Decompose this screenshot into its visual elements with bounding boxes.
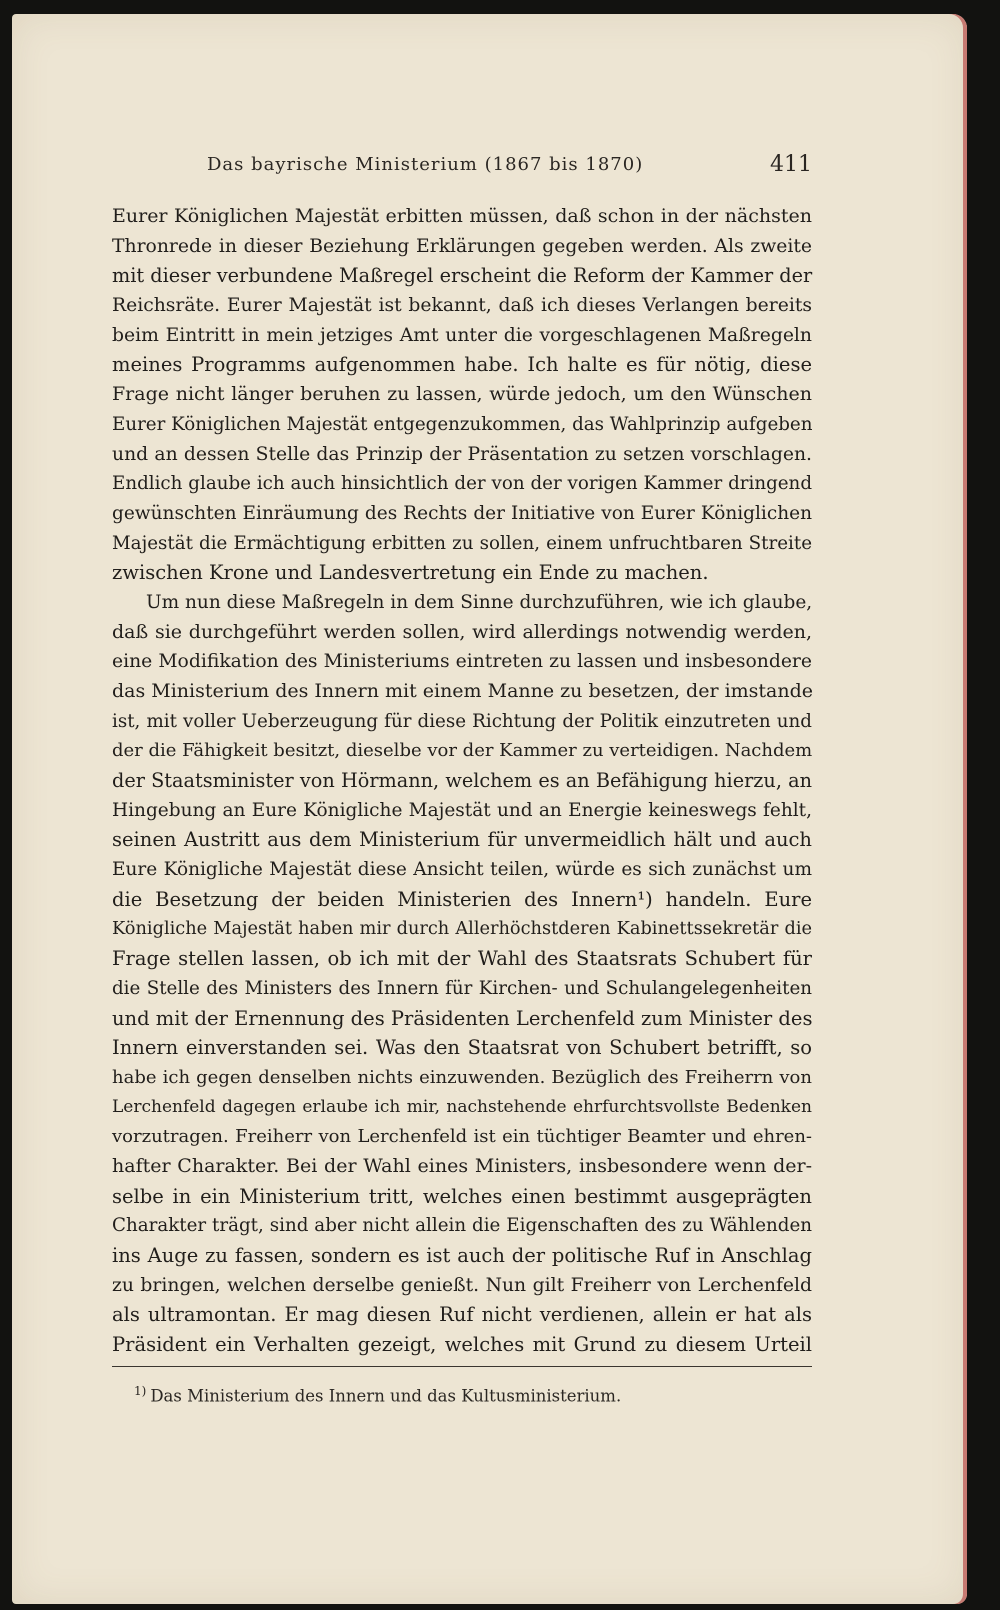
text-line: Präsident ein Verhalten gezeigt, welches mit Grund zu diesem Urteil bbox=[112, 1333, 812, 1357]
text-line: die Besetzung der beiden Ministerien des Innern¹) handeln. Eure bbox=[112, 887, 812, 911]
text-line: Um nun diese Maßregeln in dem Sinne durchzuführen, wie ich glaube, bbox=[146, 591, 813, 613]
text-line: und mit der Ernennung des Präsidenten Lerchenfeld zum Minister des bbox=[112, 1006, 813, 1030]
text-line: der Staatsminister von Hörmann, welchem es an Befähigung hierzu, an bbox=[112, 769, 812, 793]
text-line: Reichsräte. Eurer Majestät ist bekannt, daß ich dieses Verlangen bereits bbox=[112, 295, 812, 317]
text-line: Eurer Königlichen Majestät erbitten müssen, daß schon in der nächsten bbox=[112, 205, 812, 227]
text-line: und an dessen Stelle das Prinzip der Präsentation zu setzen vorschlagen. bbox=[112, 443, 812, 465]
text-line: hafter Charakter. Bei der Wahl eines Ministers, insbesondere wenn der- bbox=[112, 1155, 812, 1177]
text-line: als ultramontan. Er mag diesen Ruf nicht verdienen, allein er hat als bbox=[112, 1303, 812, 1327]
text-line: zu bringen, welchen derselbe genießt. Nun gilt Freiherr von Lerchenfeld bbox=[112, 1274, 812, 1296]
text-line: Innern einverstanden sei. Was den Staatsrat von Schubert betrifft, so bbox=[112, 1036, 812, 1060]
running-head: Das bayrische Ministerium (1867 bis 1870) bbox=[207, 154, 644, 175]
text-line: ins Auge zu fassen, sondern es ist auch der politische Ruf in Anschlag bbox=[112, 1244, 812, 1268]
footnote-text: Das Ministerium des Innern und das Kultusministerium. bbox=[150, 1386, 622, 1406]
text-line: Eurer Königlichen Majestät entgegenzukommen, das Wahlprinzip aufgeben bbox=[112, 413, 813, 435]
text-line: Eure Königliche Majestät diese Ansicht teilen, würde es sich zunächst um bbox=[112, 859, 812, 881]
body-text bbox=[112, 202, 812, 1360]
text-line: Lerchenfeld dagegen erlaube ich mir, nachstehende ehrfurchtsvollste Bedenken bbox=[112, 1096, 812, 1117]
book-page bbox=[12, 14, 967, 1604]
text-line: seinen Austritt aus dem Ministerium für unvermeidlich hält und auch bbox=[112, 828, 812, 852]
text-line: beim Eintritt in mein jetziges Amt unter die vorgeschlagenen Maßregeln bbox=[112, 324, 812, 346]
text-line: das Ministerium des Innern mit einem Manne zu besetzen, der imstande bbox=[112, 680, 814, 702]
text-line: eine Modifikation des Ministeriums eintreten zu lassen und insbesondere bbox=[112, 651, 812, 673]
text-line: zwischen Krone und Landesvertretung ein Ende zu machen. bbox=[112, 561, 709, 585]
text-line: habe ich gegen denselben nichts einzuwenden. Bezüglich des Freiherrn von bbox=[112, 1066, 812, 1088]
text-line: die Stelle des Ministers des Innern für Kirchen- und Schulangelegenheiten bbox=[112, 977, 812, 999]
text-line: daß sie durchgeführt werden sollen, wird allerdings notwendig werden, bbox=[112, 620, 812, 643]
text-line: Majestät die Ermächtigung erbitten zu sollen, einem unfruchtbaren Streite bbox=[112, 532, 812, 554]
text-line: Endlich glaube ich auch hinsichtlich der von der vorigen Kammer dringend bbox=[112, 473, 812, 495]
text-line: der die Fähigkeit besitzt, dieselbe vor der Kammer zu verteidigen. Nachdem bbox=[112, 740, 813, 762]
page-number: 411 bbox=[770, 152, 812, 177]
text-line: Thronrede in dieser Beziehung Erklärungen gegeben werden. Als zweite bbox=[112, 235, 812, 257]
text-line: Hingebung an Eure Königliche Majestät und an Energie keineswegs fehlt, bbox=[112, 799, 812, 821]
text-line: mit dieser verbundene Maßregel erscheint die Reform der Kammer der bbox=[112, 264, 813, 288]
text-line: Frage nicht länger beruhen zu lassen, würde jedoch, um den Wünschen bbox=[112, 383, 812, 406]
text-line: meines Programms aufgenommen habe. Ich halte es für nötig, diese bbox=[112, 353, 812, 377]
text-line: vorzutragen. Freiherr von Lerchenfeld ist ein tüchtiger Beamter und ehren- bbox=[112, 1126, 812, 1148]
text-line: Frage stellen lassen, ob ich mit der Wahl des Staatsrats Schubert für bbox=[112, 947, 812, 971]
page-header bbox=[112, 132, 812, 192]
text-line: gewünschten Einräumung des Rechts der Initiative von Eurer Königlichen bbox=[112, 502, 812, 524]
footnote-mark: 1) bbox=[134, 1384, 147, 1398]
text-line: Königliche Majestät haben mir durch Allerhöchstderen Kabinettssekretär die bbox=[112, 918, 812, 939]
text-line: selbe in ein Ministerium tritt, welches einen bestimmt ausgeprägten bbox=[112, 1184, 812, 1208]
footnote bbox=[134, 1384, 812, 1406]
text-line: Charakter trägt, sind aber nicht allein die Eigenschaften des zu Wählenden bbox=[112, 1215, 812, 1237]
text-line: ist, mit voller Ueberzeugung für diese Richtung der Politik einzutreten und bbox=[112, 710, 812, 732]
footnote-divider bbox=[112, 1366, 812, 1367]
